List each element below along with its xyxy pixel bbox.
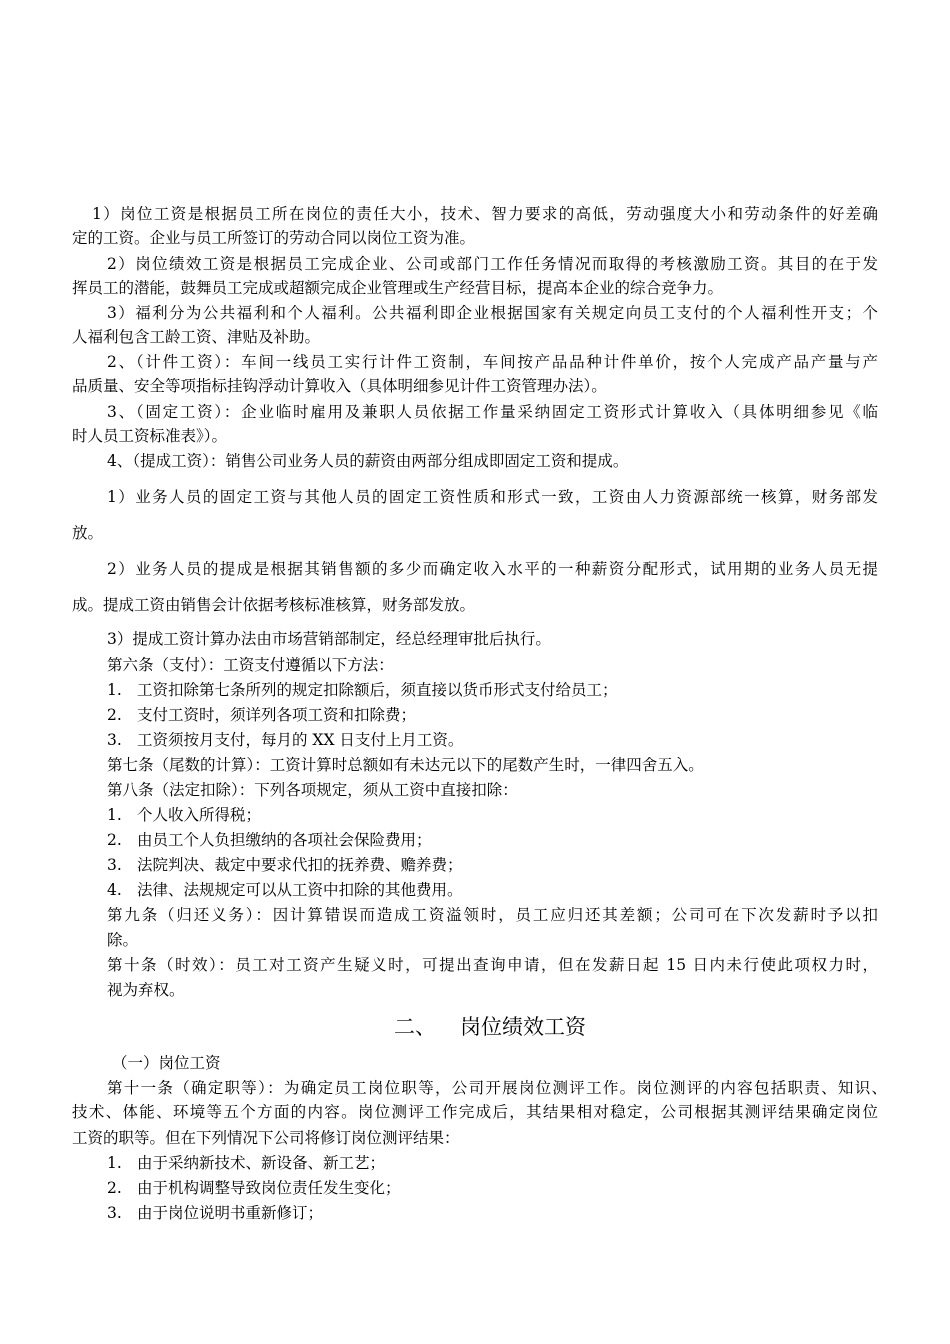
- article-8-item-text: 由员工个人负担缴纳的各项社会保险费用；: [137, 831, 432, 849]
- para-7-line-1: 1）业务人员的固定工资与其他人员的固定工资性质和形式一致，工资由人力资源部统一核算，财务部发: [107, 488, 878, 506]
- article-8-item-text: 法律、法规规定可以从工资中扣除的其他费用。: [137, 881, 463, 899]
- article-11-item-text: 由于岗位说明书重新修订；: [137, 1204, 324, 1222]
- para-8-line-1: 2）业务人员的提成是根据其销售额的多少而确定收入水平的一种薪资分配形式，试用期的业务人员无提: [107, 560, 878, 578]
- article-6-item-number: 1.: [107, 681, 122, 699]
- para-1-line-2: 定的工资。企业与员工所签订的劳动合同以岗位工资为准。: [72, 229, 476, 247]
- para-3-line-2: 人福利包含工龄工资、津贴及补助。: [72, 328, 321, 346]
- para-4-line-2: 品质量、安全等项指标挂钩浮动计算收入（具体明细参见计件工资管理办法）。: [72, 377, 607, 395]
- para-6: 4、（提成工资）：销售公司业务人员的薪资由两部分组成即固定工资和提成。: [107, 452, 629, 470]
- article-11-item-text: 由于采纳新技术、新设备、新工艺；: [137, 1154, 386, 1172]
- article-8-item-number: 4.: [107, 881, 122, 899]
- article-7: 第七条（尾数的计算）：工资计算时总额如有未达元以下的尾数产生时，一律四舍五入。: [107, 756, 704, 774]
- article-6-item-text: 工资扣除第七条所列的规定扣除额后，须直接以货币形式支付给员工；: [137, 681, 618, 699]
- article-10-line-1: 第十条（时效）：员工对工资产生疑义时，可提出查询申请，但在发薪日起 15 日内未行使此项权力时，: [107, 956, 878, 974]
- article-9-line-1: 第九条（归还义务）：因计算错误而造成工资溢领时，员工应归还其差额；公司可在下次发薪时予以扣: [107, 906, 878, 924]
- article-11-item-text: 由于机构调整导致岗位责任发生变化；: [137, 1179, 401, 1197]
- article-11-line-2: 技术、体能、环境等五个方面的内容。岗位测评工作完成后，其结果相对稳定，公司根据其测评结果确定岗位: [72, 1103, 878, 1121]
- article-8-item-text: 个人收入所得税；: [137, 806, 262, 824]
- article-10-line-2: 视为弃权。: [107, 981, 185, 999]
- subsection-title: （一）岗位工资: [112, 1054, 221, 1072]
- para-4-line-1: 2、（计件工资）：车间一线员工实行计件工资制，车间按产品品种计件单价，按个人完成产品产量与产: [107, 353, 878, 371]
- article-8-item-number: 1.: [107, 806, 122, 824]
- para-8-line-2: 成。提成工资由销售会计依据考核标准核算，财务部发放。: [72, 596, 476, 614]
- para-2-line-1: 2）岗位绩效工资是根据员工完成企业、公司或部门工作任务情况而取得的考核激励工资。其目的在于发: [107, 255, 878, 273]
- article-6: 第六条（支付）：工资支付遵循以下方法：: [107, 656, 394, 674]
- section-title: 岗位绩效工资: [460, 1015, 586, 1039]
- article-8: 第八条（法定扣除）：下列各项规定，须从工资中直接扣除：: [107, 781, 518, 799]
- article-11-item-number: 1.: [107, 1154, 122, 1172]
- article-6-item-text: 工资须按月支付，每月的 XX 日支付上月工资。: [137, 731, 464, 749]
- para-5-line-2: 时人员工资标准表》）。: [72, 427, 228, 445]
- para-2-line-2: 挥员工的潜能，鼓舞员工完成或超额完成企业管理或生产经营目标，提高本企业的综合竞争力。: [72, 279, 724, 297]
- article-8-item-number: 3.: [107, 856, 122, 874]
- section-number: 二、: [394, 1015, 436, 1039]
- para-7-line-2: 放。: [72, 524, 104, 542]
- article-11-line-3: 工资的职等。但在下列情况下公司将修订岗位测评结果：: [72, 1129, 460, 1147]
- article-11-line-1: 第十一条（确定职等）：为确定员工岗位职等，公司开展岗位测评工作。岗位测评的内容包括职责、知识、: [107, 1079, 887, 1097]
- para-5-line-1: 3、（固定工资）：企业临时雇用及兼职人员依据工作量采纳固定工资形式计算收入（具体明细参见《临: [107, 403, 878, 421]
- article-6-item-number: 3.: [107, 731, 122, 749]
- article-8-item-text: 法院判决、裁定中要求代扣的抚养费、赡养费；: [137, 856, 463, 874]
- article-9-line-2: 除。: [107, 931, 139, 949]
- para-9: 3）提成工资计算办法由市场营销部制定，经总经理审批后执行。: [107, 630, 551, 648]
- article-11-item-number: 2.: [107, 1179, 122, 1197]
- article-11-item-number: 3.: [107, 1204, 122, 1222]
- article-6-item-text: 支付工资时，须详列各项工资和扣除费；: [137, 706, 417, 724]
- para-3-line-1: 3）福利分为公共福利和个人福利。公共福利即企业根据国家有关规定向员工支付的个人福利性开支；个: [107, 304, 878, 322]
- article-8-item-number: 2.: [107, 831, 122, 849]
- article-6-item-number: 2.: [107, 706, 122, 724]
- para-1-line-1: 1）岗位工资是根据员工所在岗位的责任大小，技术、智力要求的高低，劳动强度大小和劳动条件的好差确: [92, 205, 878, 223]
